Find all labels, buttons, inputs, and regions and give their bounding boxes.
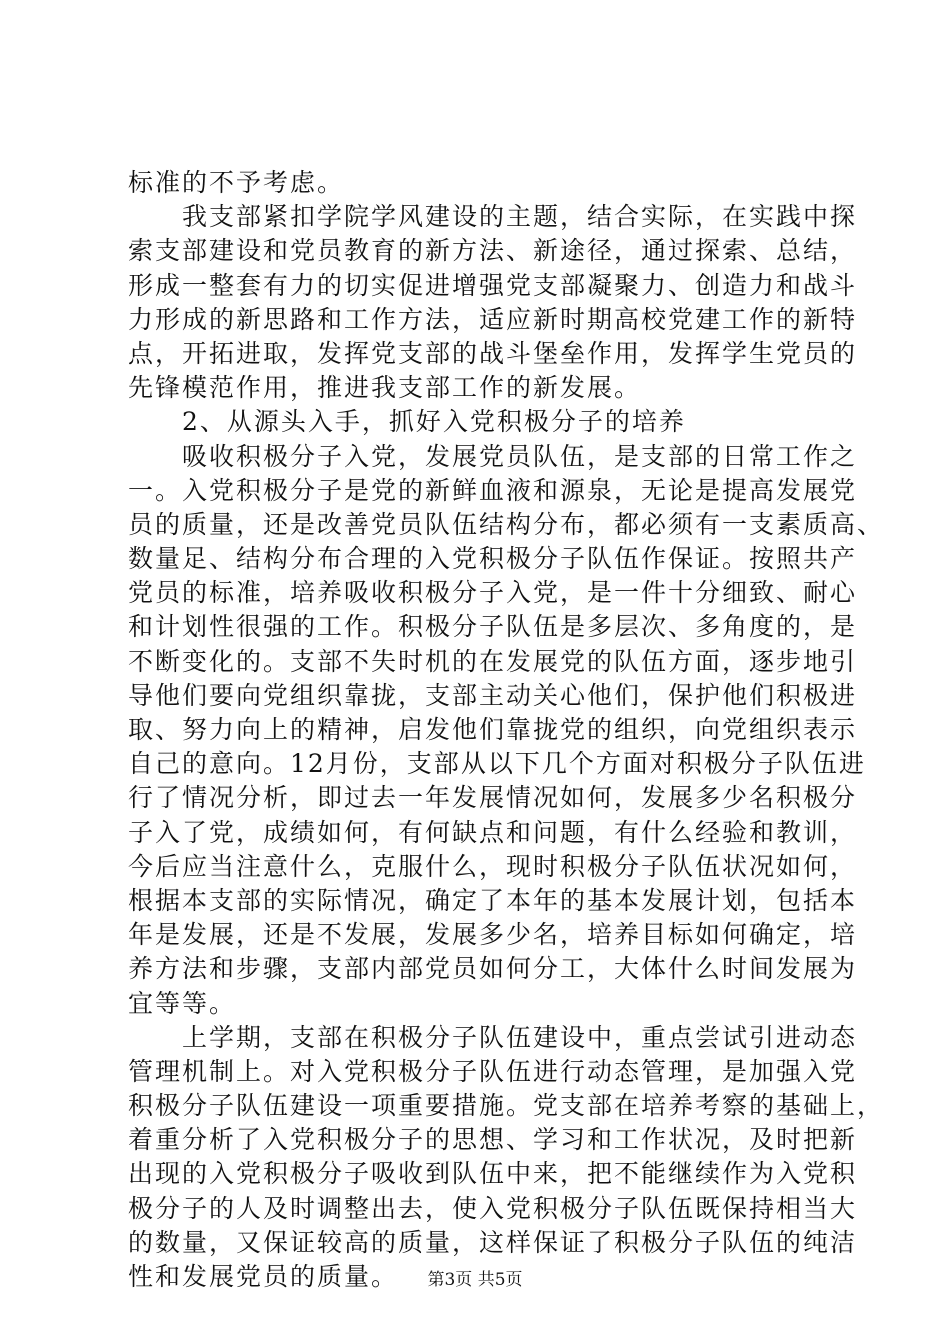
text-line: 索支部建设和党员教育的新方法、新途径，通过探索、总结，	[128, 236, 858, 266]
text-line: 性和发展党员的质量。	[128, 1262, 399, 1291]
text-line: 取、努力向上的精神，启发他们靠拢党的组织，向党组织表示	[128, 715, 858, 744]
text-line: 子入了党，成绩如何，有何缺点和问题，有什么经验和教训，	[128, 817, 858, 847]
text-line: 力形成的新思路和工作方法，适应新时期高校党建工作的新特	[128, 304, 858, 334]
text-line: 上学期，支部在积极分子队伍建设中，重点尝试引进动态	[182, 1022, 858, 1052]
text-line: 先锋模范作用，推进我支部工作的新发展。	[128, 373, 642, 403]
text-line: 年是发展，还是不发展，发展多少名，培养目标如何确定，培	[128, 920, 858, 950]
text-line: 根据本支部的实际情况，确定了本年的基本发展计划，包括本	[128, 885, 858, 915]
text-line: 今后应当注意什么，克服什么，现时积极分子队伍状况如何，	[128, 851, 858, 881]
text-line: 积极分子队伍建设一项重要措施。党支部在培养考察的基础上，	[128, 1091, 885, 1121]
text-line: 标准的不予考虑。	[128, 168, 345, 197]
text-line: 2、从源头入手，抓好入党积极分子的培养	[182, 407, 686, 437]
text-line: 着重分析了入党积极分子的思想、学习和工作状况，及时把新	[128, 1125, 858, 1155]
text-line: 管理机制上。对入党积极分子队伍进行动态管理，是加强入党	[128, 1056, 858, 1086]
text-line: 和计划性很强的工作。积极分子队伍是多层次、多角度的，是	[128, 612, 858, 642]
text-line: 养方法和步骤，支部内部党员如何分工，大体什么时间发展为	[128, 954, 858, 984]
text-line: 我支部紧扣学院学风建设的主题，结合实际，在实践中探	[182, 202, 858, 232]
text-line: 数量足、结构分布合理的入党积极分子队伍作保证。按照共产	[128, 544, 858, 574]
text-line: 导他们要向党组织靠拢，支部主动关心他们，保护他们积极进	[128, 680, 858, 710]
text-line: 自己的意向。12月份，支部从以下几个方面对积极分子队伍进	[128, 749, 866, 779]
text-line: 极分子的人及时调整出去，使入党积极分子队伍既保持相当大	[128, 1193, 858, 1223]
text-line: 宜等等。	[128, 988, 237, 1018]
text-line: 点，开拓进取，发挥党支部的战斗堡垒作用，发挥学生党员的	[128, 338, 858, 368]
text-line: 一。入党积极分子是党的新鲜血液和源泉，无论是提高发展党	[128, 475, 858, 505]
text-line: 吸收积极分子入党，发展党员队伍，是支部的日常工作之	[182, 441, 858, 471]
text-line: 形成一整套有力的切实促进增强党支部凝聚力、创造力和战斗	[128, 270, 858, 300]
text-line: 党员的标准，培养吸收积极分子入党，是一件十分细致、耐心	[128, 578, 858, 608]
text-line: 不断变化的。支部不失时机的在发展党的队伍方面，逐步地引	[128, 646, 858, 676]
text-line: 员的质量，还是改善党员队伍结构分布，都必须有一支素质高、	[128, 509, 885, 539]
page-footer: 第3页 共5页	[427, 1270, 523, 1290]
text-line: 行了情况分析，即过去一年发展情况如何，发展多少名积极分	[128, 783, 858, 813]
text-line: 出现的入党积极分子吸收到队伍中来，把不能继续作为入党积	[128, 1159, 858, 1189]
text-line: 的数量，又保证较高的质量，这样保证了积极分子队伍的纯洁	[128, 1227, 858, 1257]
body-text	[128, 166, 885, 1294]
